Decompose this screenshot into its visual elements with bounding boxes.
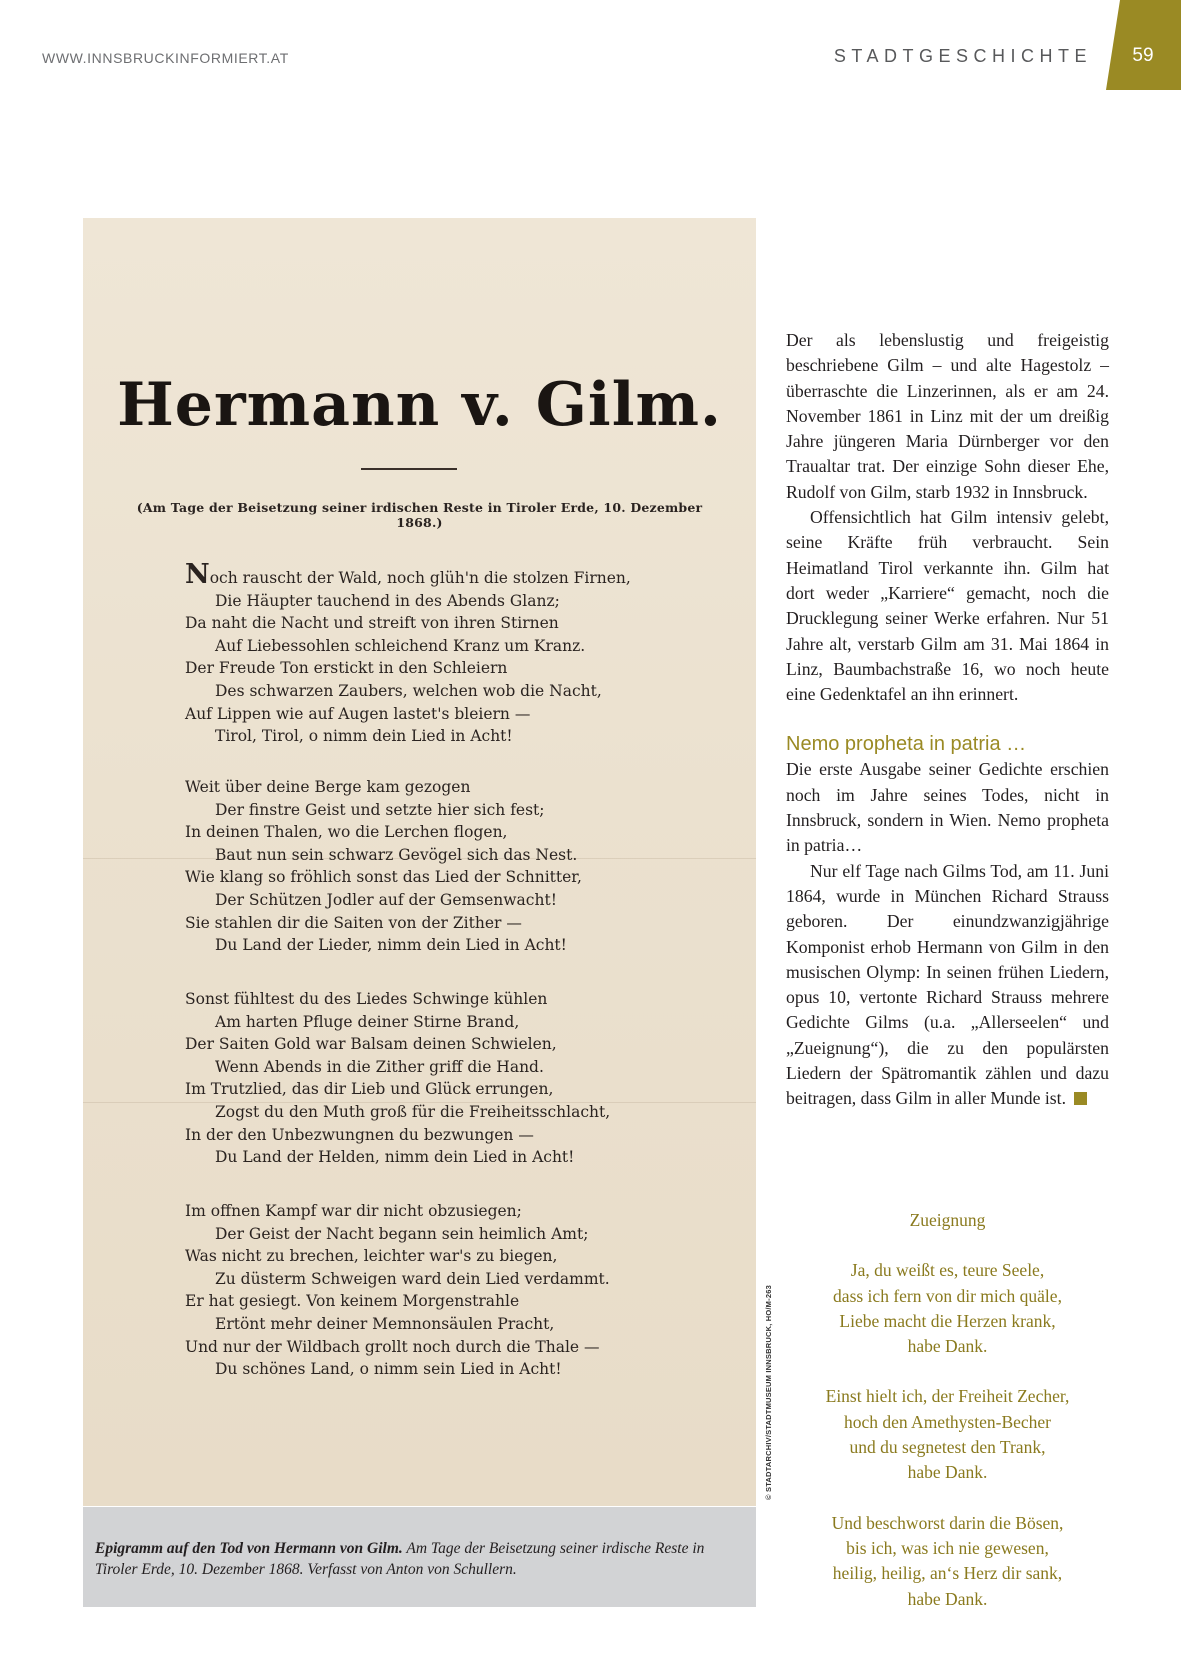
verse-line: Der Freude Ton erstickt in den Schleiern: [185, 659, 508, 678]
verse-line: Baut nun sein schwarz Gevögel sich das Nest.: [215, 845, 578, 864]
zueignung-poem: [786, 1208, 1109, 1612]
verse-line: Am harten Pfluge deiner Stirne Brand,: [215, 1012, 520, 1031]
page-number: 59: [1132, 45, 1154, 66]
verse-line: Der Schützen Jodler auf der Gemsenwacht!: [215, 890, 557, 909]
caption-bold: Epigramm auf den Tod von Hermann von Gilm.: [95, 1540, 403, 1557]
verse-line: Die Häupter tauchend in des Abends Glanz;: [215, 591, 560, 610]
photo-credit: © STADTARCHIV/STADTMUSEUM INNSBRUCK, HO/M-263: [764, 1285, 773, 1500]
verse-line: Du schönes Land, o nimm sein Lied in Acht!: [215, 1360, 562, 1379]
verse-line: Sie stahlen dir die Saiten von der Zither —: [185, 913, 522, 932]
article-paragraph: Offensichtlich hat Gilm intensiv gelebt, seine Kräfte früh verbraucht. Sein Heimatland Tirol verkannte ihn. Gilm hat dort weder „Karriere“ gemacht, noch die Drucklegung seiner Werke erfahren. Nur 51 Jahre alt, verstarb Gilm am 31. Mai 1864 in Linz, Baumbachstraße 16, wo noch heute eine Gedenktafel an ihn erinnert.: [786, 507, 1109, 705]
verse-line: Sonst fühltest du des Liedes Schwinge kühlen: [185, 990, 548, 1008]
section-title: STADTGESCHICHTE: [833, 46, 1092, 66]
title-rule: [361, 468, 457, 470]
poem-line: hoch den Amethysten-Becher: [843, 1411, 1052, 1432]
verse-line: Er hat gesiegt. Von keinem Morgenstrahle: [185, 1292, 520, 1311]
verse-line: Ertönt mehr deiner Memnonsäulen Pracht,: [215, 1314, 555, 1333]
scanned-poem-sheet: [83, 218, 756, 1506]
sheet-title: Hermann v. Gilm.: [117, 370, 722, 440]
poem-title: Zueignung: [909, 1210, 986, 1230]
verse-line: Und nur der Wildbach grollt noch durch die Thale —: [185, 1337, 600, 1356]
verse-line: Im offnen Kampf war dir nicht obzusiegen;: [185, 1202, 522, 1220]
article-paragraph: Die erste Ausgabe seiner Gedichte erschien noch im Jahre seines Todes, nicht in Innsbruck, sondern in Wien. Nemo propheta in patria…: [786, 759, 1109, 856]
poem-line: bis ich, was ich nie gewesen,: [846, 1537, 1049, 1558]
poem-line: Einst hielt ich, der Freiheit Zecher,: [825, 1386, 1070, 1407]
verse-line: In deinen Thalen, wo die Lerchen flogen,: [185, 823, 508, 842]
verse-line: Wie klang so fröhlich sonst das Lied der Schnitter,: [185, 868, 582, 887]
sheet-stanza: [185, 776, 745, 957]
verse-line: Auf Liebessohlen schleichend Kranz um Kranz.: [215, 636, 586, 655]
poem-line: dass ich fern von dir mich quäle,: [833, 1285, 1062, 1306]
verse-line: Zogst du den Muth groß für die Freiheitsschlacht,: [215, 1102, 611, 1121]
verse-line: Der finstre Geist und setzte hier sich fest;: [215, 800, 545, 819]
article-paragraph: Nur elf Tage nach Gilms Tod, am 11. Juni 1864, wurde in München Richard Strauss geboren. Der einundzwanzigjährige Komponist erhob Hermann von Gilm in den musischen Olymp: In seinen frühen Liedern, opus 10, vertonte Richard Strauss mehrere Gedichte Gilms (u.a. „Allerseelen“ und „Zueignung“), die zu den populärsten Liedern der Spätromantik zählen und dazu beitragen, dass Gilm in aller Munde ist.: [786, 860, 1109, 1109]
poem-line: habe Dank.: [907, 1588, 988, 1609]
verse-line: Der Saiten Gold war Balsam deinen Schwielen,: [185, 1035, 557, 1054]
caption-text: Am Tage der Beisetzung seiner irdische Reste in Tiroler Erde, 10. Dezember 1868. Verfasst von Anton von Schullern.: [95, 1540, 705, 1578]
poem-line: Und beschworst darin die Bösen,: [831, 1512, 1064, 1533]
verse-line: Da naht die Nacht und streift von ihren Stirnen: [185, 614, 559, 633]
poem-line: Liebe macht die Herzen krank,: [839, 1310, 1056, 1331]
verse-line: Was nicht zu brechen, leichter war's zu biegen,: [185, 1247, 558, 1266]
subheading: Nemo propheta in patria …: [786, 733, 1027, 756]
verse-line: Weit über deine Berge kam gezogen: [185, 778, 471, 796]
site-url: WWW.INNSBRUCKINFORMIERT.AT: [42, 50, 289, 66]
sheet-stanza: [185, 559, 745, 748]
sheet-stanza: [185, 988, 745, 1169]
end-mark-icon: [1074, 1092, 1087, 1105]
poem-line: Ja, du weißt es, teure Seele,: [850, 1260, 1045, 1281]
image-caption: [83, 1507, 756, 1607]
verse-line: Wenn Abends in die Zither griff die Hand.: [215, 1057, 544, 1076]
verse-line: Der Geist der Nacht begann sein heimlich Amt;: [215, 1224, 589, 1243]
verse-line: Noch rauscht der Wald, noch glüh'n die stolzen Firnen,: [185, 559, 631, 590]
verse-line: Des schwarzen Zaubers, welchen wob die Nacht,: [215, 681, 602, 700]
verse-line: Tirol, Tirol, o nimm dein Lied in Acht!: [215, 727, 513, 746]
poem-line: habe Dank.: [907, 1462, 988, 1483]
sheet-stanza: [185, 1200, 745, 1381]
article-paragraph: Der als lebenslustig und freigeistig beschriebene Gilm – und alte Hagestolz – überraschte die Linzerinnen, als er am 24. November 1861 in Linz mit der um dreißig Jahre jüngeren Maria Dürnberger vor den Traualtar trat. Der einzige Sohn dieser Ehe, Rudolf von Gilm, starb 1932 in Innsbruck.: [786, 330, 1109, 502]
article-column: [786, 328, 1109, 1112]
poem-line: habe Dank.: [907, 1336, 988, 1357]
poem-line: heilig, heilig, an‘s Herz dir sank,: [832, 1563, 1063, 1584]
verse-line: Auf Lippen wie auf Augen lastet's bleiern —: [185, 704, 531, 723]
verse-line: Du Land der Lieder, nimm dein Lied in Acht!: [215, 936, 567, 955]
poem-line: und du segnetest den Trank,: [849, 1437, 1046, 1458]
verse-line: Im Trutzlied, das dir Lieb und Glück errungen,: [185, 1080, 554, 1099]
verse-line: Du Land der Helden, nimm dein Lied in Acht!: [215, 1148, 575, 1167]
verse-line: Zu düsterm Schweigen ward dein Lied verdammt.: [215, 1269, 610, 1288]
sheet-subtitle: (Am Tage der Beisetzung seiner irdischen Reste in Tiroler Erde, 10. Dezember 1868.): [136, 500, 703, 530]
verse-line: In der den Unbezwungnen du bezwungen —: [185, 1125, 534, 1144]
